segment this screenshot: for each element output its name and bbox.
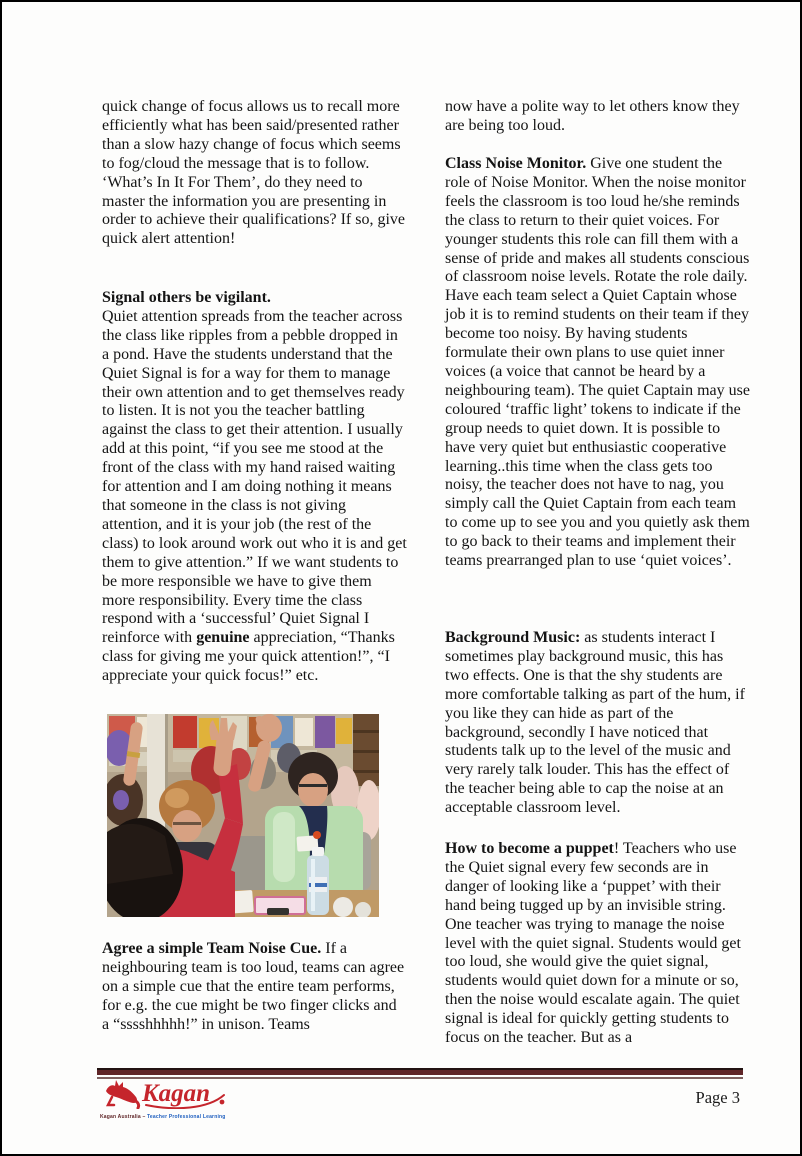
paragraph-text: Quiet attention spreads from the teacher across the class like ripples from a pebble dropped in a pond. Have the students understand that the Quiet Signal is for a way for them to manage their own attention and to get themselves ready to listen. It is not you the teacher battling against the class to get their attention. I usually add at this point, “if you see me stood at the front of the class with my hand raised waiting for attention and I am doing nothing it means that someone in the class is not giving attention, and it is your job (the rest of the class) to look around work out who it is and get them to give attention.” If we want students to be more responsible we have to give them more responsibility. Every time the class respond with a ‘successful’ Quiet Signal I reinforce with [102,307,407,647]
section-lead-team-noise-cue: Agree a simple Team Noise Cue. [102,940,322,957]
section-heading-signal-others: Signal others be vigilant. [102,289,271,306]
bookshelf [353,714,379,786]
logo-tagline [100,1114,270,1120]
kangaroo-icon [100,1077,250,1109]
paragraph-text: quick change of focus allows us to recall more efficiently what has been said/presented rather than a slow hazy change of focus which seems to fog/cloud the message that is to follow. ‘What’s In It For Them’, do they need to master the information you are presenting in order to achieve their qualifications? If so, give quick alert attention! [102,98,405,248]
paragraph-text: If a neighbouring team is too loud, teams can agree on a simple cue that the entire team performs, for e.g. the cue might be two finger clicks and a “sssshhhhh!” in unison. Teams [102,940,405,1033]
bold-word-genuine: genuine [196,629,250,647]
tagline-right: Teacher Professional Learning [147,1114,226,1120]
right-column-paragraph-2 [445,155,750,571]
paragraph-text: appreciation, “Thanks class for giving me your quick attention!”, “I appreciate your quick focus!” etc. [102,629,395,685]
paragraph-text: Give one student the role of Noise Monitor. When the noise monitor feels the classroom is too loud he/she reminds the class to return to their quiet voices. For younger students this role can fill them with a sense of pride and makes all students conscious of classroom noise levels. Rotate the role daily. Have each team select a Quiet Captain whose job it is to remind students on their team if they become too noisy. By having students formulate their own plans to use quiet inner voices (a voice that cannot be heard by a neighbouring team). The quiet Captain may use coloured ‘traffic light’ tokens to indicate if the group needs to quiet down. It is possible to have very quiet but enthusiastic cooperative learning..this time when the class gets too noisy, the teacher does not have to nag, you simply call the Quiet Captain from each team to come up to see you and you quietly ask them to go back to their teams and implement their teams prearranged plan to use ‘quiet voices’. [445,155,750,570]
classroom-photo-illustration [107,714,379,917]
water-bottle [307,847,329,915]
right-column-paragraph-1 [445,98,750,136]
section-lead-class-noise-monitor: Class Noise Monitor. [445,155,587,172]
section-lead-become-a-puppet: How to become a puppet [445,840,614,857]
right-column-paragraph-3 [445,629,750,818]
left-column-paragraph-1 [102,98,407,249]
left-column-paragraph-2 [102,289,407,686]
kagan-logo [100,1077,270,1120]
paragraph-text: ! Teachers who use the Quiet signal every few seconds are in danger of looking like a ‘puppet’ with their hand being tugged up by an invisible string. One teacher was trying to manage the noise level with the quiet signal. Students would get too loud, she would give the quiet signal, students would quiet down for a minute or so, then the noise would escalate again. The quiet signal is ideal for quickly getting students to focus on the teacher. But as a [445,840,741,1047]
section-lead-background-music: Background Music: [445,629,581,646]
left-column-paragraph-3 [102,940,407,1035]
brand-wordmark: Kagan [142,1080,211,1107]
classroom-photo [107,714,379,917]
paragraph-text: as students interact I sometimes play background music, this has two effects. One is that the shy students are more comfortable talking as part of the hum, if you like they can hide as part of the background, secondly I have noticed that students talk up to the level of the music and very rarely talk louder. This has the effect of the teacher being able to cap the noise at an acceptable classroom level. [445,629,745,817]
tagline-left: Kagan Australia – [100,1114,146,1120]
paragraph-text: now have a polite way to let others know they are being too loud. [445,98,740,134]
page-number-label: Page 3 [695,1088,740,1107]
right-column-paragraph-4 [445,840,750,1048]
